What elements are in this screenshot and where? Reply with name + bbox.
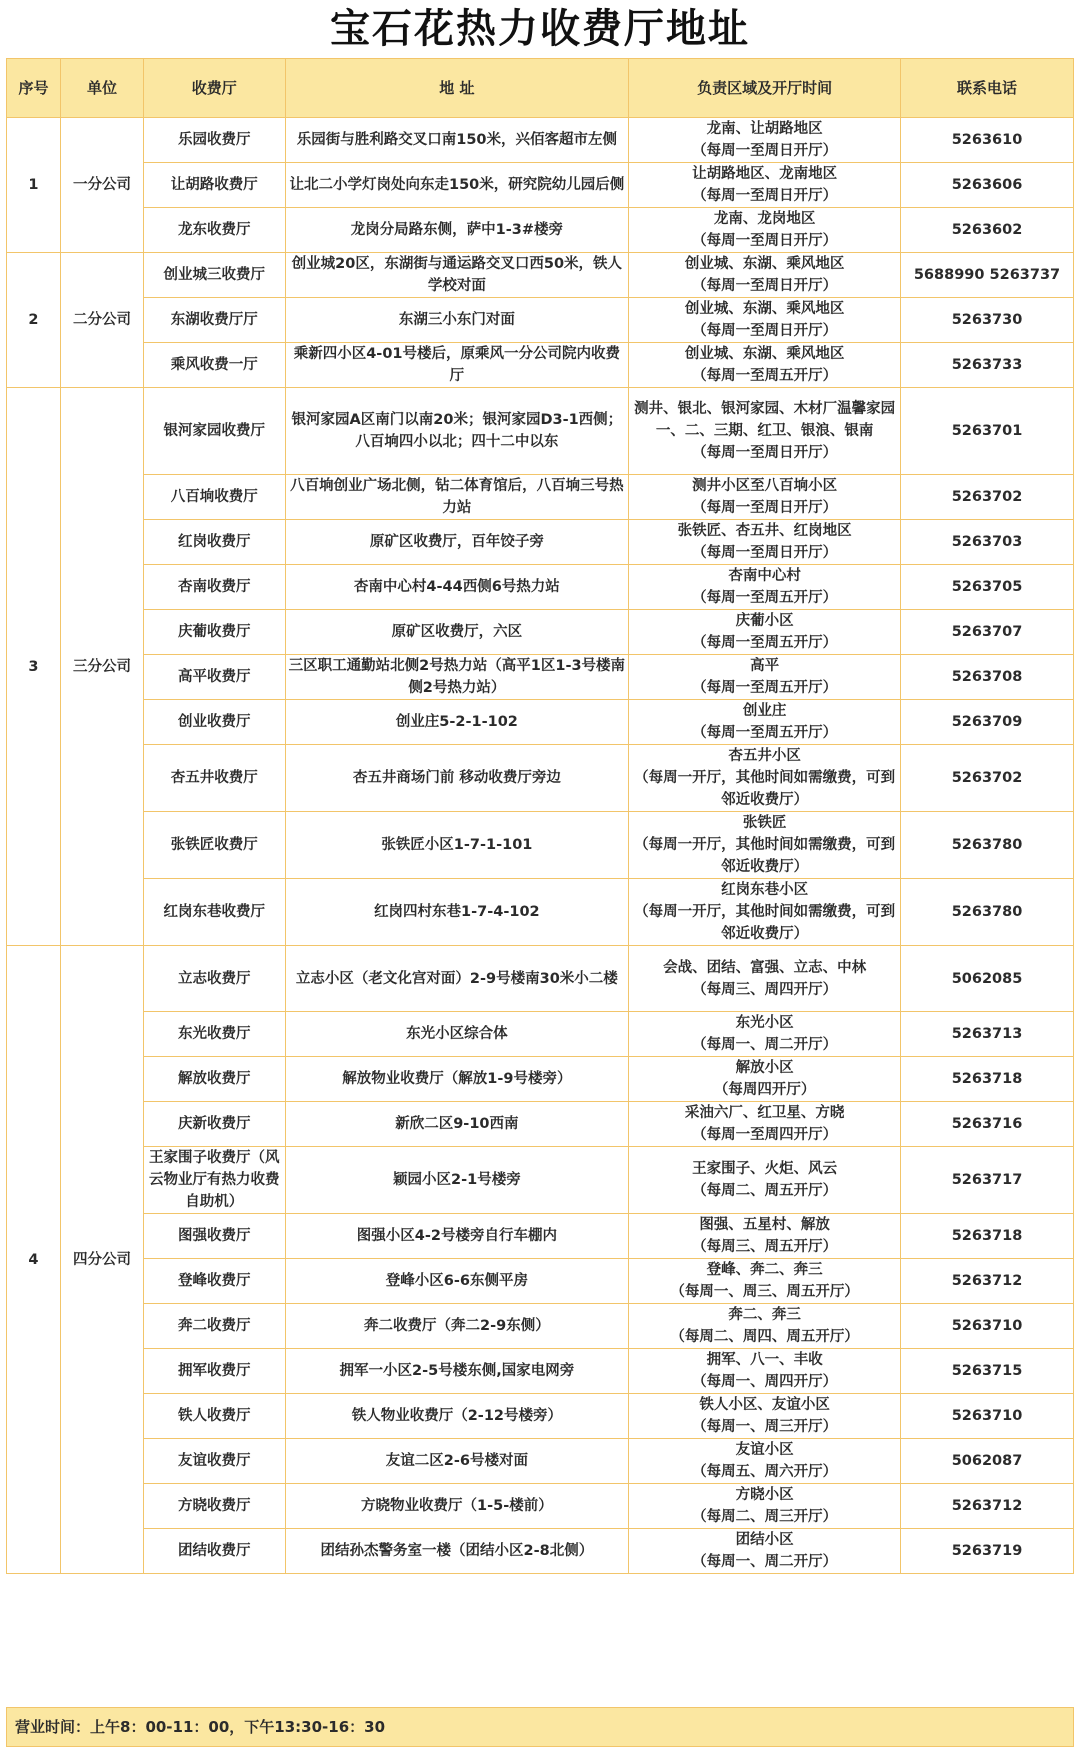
table-row [7,388,1074,475]
hall-open-time: （每周一至周日开厅） [692,500,838,516]
hall-phone: 5263710 [901,1394,1074,1439]
hall-open-time: （每周一至周日开厅） [692,143,838,159]
hall-open-time: （每周三、周五开厅） [692,1239,838,1255]
hall-area-time [629,388,901,475]
hall-name: 杏五井收费厅 [144,745,286,812]
table-row [7,745,1074,812]
hall-area: 龙南、让胡路地区 [706,121,823,137]
hall-area: 拥军、八一、丰收 [706,1352,823,1368]
hall-area: 创业城、东湖、乘风地区 [684,301,845,317]
hall-open-time: （每周一、周三开厅） [692,1419,838,1435]
table-row [7,655,1074,700]
hall-area: 杏五井小区 [728,748,801,764]
hall-name: 登峰收费厅 [144,1259,286,1304]
table-row [7,1259,1074,1304]
hall-area-time [629,1484,901,1529]
table-row [7,298,1074,343]
hall-phone: 5263730 [901,298,1074,343]
hall-name: 解放收费厅 [144,1057,286,1102]
hall-area: 龙南、龙岗地区 [713,211,816,227]
hall-address: 方晓物业收费厅（1-5-楼前） [285,1484,629,1529]
hall-area-time [629,1349,901,1394]
table-row [7,879,1074,946]
header-hall: 收费厅 [144,59,286,118]
hall-name: 银河家园收费厅 [144,388,286,475]
hall-address: 创业庄5-2-1-102 [285,700,629,745]
hall-name: 东光收费厅 [144,1012,286,1057]
hall-area-time [629,298,901,343]
hall-phone: 5263713 [901,1012,1074,1057]
hall-area-time [629,520,901,565]
hall-phone: 5263606 [901,163,1074,208]
hall-name: 乐园收费厅 [144,118,286,163]
hall-open-time: （每周一、周三、周五开厅） [670,1284,859,1300]
hall-name: 八百垧收费厅 [144,475,286,520]
hall-open-time: （每周一至周日开厅） [692,445,838,461]
hall-address: 原矿区收费厅，六区 [285,610,629,655]
page-title: 宝石花热力收费厅地址 [330,6,750,52]
group-number: 4 [7,946,61,1574]
hall-phone: 5263716 [901,1102,1074,1147]
group-unit: 一分公司 [60,118,143,253]
hall-open-time: （每周一至周日开厅） [692,545,838,561]
business-hours: 营业时间：上午8：00-11：00，下午13:30-16：30 [6,1707,1074,1747]
hall-area: 张铁匠 [742,815,787,831]
hall-address: 红岗四村东巷1-7-4-102 [285,879,629,946]
header-unit: 单位 [60,59,143,118]
hall-name: 龙东收费厅 [144,208,286,253]
hall-area: 采油六厂、红卫星、方晓 [684,1105,845,1121]
hall-area-time [629,1102,901,1147]
hall-area-time [629,812,901,879]
hall-name: 乘风收费一厅 [144,343,286,388]
hall-address: 立志小区（老文化宫对面）2-9号楼南30米小二楼 [285,946,629,1012]
hall-phone: 5263719 [901,1529,1074,1574]
hall-open-time: （每周二、周五开厅） [692,1183,838,1199]
hall-address: 杏南中心村4-44西侧6号热力站 [285,565,629,610]
hall-name: 团结收费厅 [144,1529,286,1574]
hall-open-time: （每周一、周二开厅） [692,1037,838,1053]
header-no: 序号 [7,59,61,118]
group-unit: 四分公司 [60,946,143,1574]
table-row [7,1304,1074,1349]
hall-area: 铁人小区、友谊小区 [699,1397,830,1413]
hall-area-time [629,565,901,610]
hall-area-time [629,745,901,812]
table-row [7,1394,1074,1439]
hall-address: 三区职工通勤站北侧2号热力站（高平1区1-3号楼南侧2号热力站） [285,655,629,700]
hall-area: 创业城、东湖、乘风地区 [684,346,845,362]
table-row [7,208,1074,253]
hall-area-time [629,208,901,253]
hall-open-time: （每周三、周四开厅） [692,981,838,998]
hall-phone: 5263710 [901,1304,1074,1349]
table-row [7,700,1074,745]
hall-name: 创业城三收费厅 [144,253,286,298]
hall-area: 测井、银北、银河家园、木材厂温馨家园一、二、三期、红卫、银浪、银南 [634,401,896,439]
table-body [7,118,1074,1574]
hall-open-time: （每周一至周日开厅） [692,188,838,204]
hall-address: 登峰小区6-6东侧平房 [285,1259,629,1304]
hall-area: 创业城、东湖、乘风地区 [684,256,845,272]
table-row [7,343,1074,388]
hall-name: 让胡路收费厅 [144,163,286,208]
hall-address: 图强小区4-2号楼旁自行车棚内 [285,1214,629,1259]
hall-address: 新欣二区9-10西南 [285,1102,629,1147]
hall-phone: 5263705 [901,565,1074,610]
hall-area: 红岗东巷小区 [721,882,809,898]
hall-name: 庆新收费厅 [144,1102,286,1147]
hall-area-time [629,1012,901,1057]
hall-address: 乘新四小区4-01号楼后，原乘风一分公司院内收费厅 [285,343,629,388]
hall-area-time [629,1439,901,1484]
table-header-row [7,59,1074,118]
hall-open-time: （每周一至周五开厅） [692,368,838,384]
hall-address: 东湖三小东门对面 [285,298,629,343]
hall-phone: 5263709 [901,700,1074,745]
hall-name: 铁人收费厅 [144,1394,286,1439]
hall-name: 红岗东巷收费厅 [144,879,286,946]
group-unit: 三分公司 [60,388,143,946]
hall-open-time: （每周一至周五开厅） [692,680,838,696]
hall-open-time: （每周一至周五开厅） [692,635,838,651]
hall-open-time: （每周一至周日开厅） [692,278,838,294]
hall-area-time [629,1529,901,1574]
hall-open-time: （每周一至周五开厅） [692,590,838,606]
hall-address: 铁人物业收费厅（2-12号楼旁） [285,1394,629,1439]
hall-area: 奔二、奔三 [728,1307,801,1323]
table-row [7,1349,1074,1394]
table-row [7,1439,1074,1484]
hall-phone: 5263702 [901,475,1074,520]
hall-phone: 5263717 [901,1147,1074,1214]
hall-area: 登峰、奔二、奔三 [706,1262,823,1278]
table-row [7,812,1074,879]
hall-name: 东湖收费厅厅 [144,298,286,343]
hall-area-time [629,946,901,1012]
table-row [7,1147,1074,1214]
hall-address: 张铁匠小区1-7-1-101 [285,812,629,879]
hall-open-time: （每周五、周六开厅） [692,1464,838,1480]
hall-open-time: （每周二、周三开厅） [692,1509,838,1525]
hall-open-time: （每周一开厅，其他时间如需缴费，可到邻近收费厅） [634,770,896,808]
table-row [7,610,1074,655]
hall-phone: 5688990 5263737 [901,253,1074,298]
hall-area-time [629,1304,901,1349]
hall-address: 八百垧创业广场北侧，钻二体育馆后，八百垧三号热力站 [285,475,629,520]
hall-address: 龙岗分局路东侧，萨中1-3#楼旁 [285,208,629,253]
hall-open-time: （每周四开厅） [713,1082,816,1098]
hall-name: 友谊收费厅 [144,1439,286,1484]
hall-name: 创业收费厅 [144,700,286,745]
hall-phone: 5263707 [901,610,1074,655]
group-number: 3 [7,388,61,946]
hall-phone: 5263718 [901,1057,1074,1102]
hall-address: 让北二小学灯岗处向东走150米，研究院幼儿园后侧 [285,163,629,208]
hall-area-time [629,1057,901,1102]
hall-area-time [629,610,901,655]
header-phone: 联系电话 [901,59,1074,118]
table-row [7,1214,1074,1259]
hall-name: 杏南收费厅 [144,565,286,610]
hall-name: 张铁匠收费厅 [144,812,286,879]
hall-area-time [629,253,901,298]
hall-open-time: （每周一、周四开厅） [692,1374,838,1390]
group-unit: 二分公司 [60,253,143,388]
hall-area: 东光小区 [735,1015,794,1031]
hall-area: 庆葡小区 [735,613,794,629]
hall-name: 方晓收费厅 [144,1484,286,1529]
hall-address: 奔二收费厅（奔二2-9东侧） [285,1304,629,1349]
hall-area: 让胡路地区、龙南地区 [692,166,838,182]
hall-open-time: （每周一至周五开厅） [692,725,838,741]
hall-address: 团结孙杰警务室一楼（团结小区2-8北侧） [285,1529,629,1574]
hall-name: 图强收费厅 [144,1214,286,1259]
hall-area-time [629,700,901,745]
hall-open-time: （每周一至周日开厅） [692,233,838,249]
table-row [7,1057,1074,1102]
hall-open-time: （每周一至周日开厅） [692,323,838,339]
hall-area: 创业庄 [742,703,787,719]
hall-address: 乐园街与胜利路交叉口南150米，兴佰客超市左侧 [285,118,629,163]
hall-address: 创业城20区，东湖街与通运路交叉口西50米，铁人学校对面 [285,253,629,298]
hall-address: 颖园小区2-1号楼旁 [285,1147,629,1214]
hall-phone: 5263718 [901,1214,1074,1259]
hall-phone: 5062087 [901,1439,1074,1484]
hall-name: 王家围子收费厅（风云物业厅有热力收费自助机） [144,1147,286,1214]
hall-phone: 5263780 [901,812,1074,879]
table-row [7,1484,1074,1529]
hall-phone: 5263703 [901,520,1074,565]
table-row [7,475,1074,520]
hall-area: 会战、团结、富强、立志、中林 [663,959,867,976]
hall-open-time: （每周一至周四开厅） [692,1127,838,1143]
table-row [7,565,1074,610]
hall-area: 测井小区至八百垧小区 [692,478,838,494]
table-row [7,946,1074,1012]
hall-address: 原矿区收费厅，百年饺子旁 [285,520,629,565]
group-number: 1 [7,118,61,253]
hall-open-time: （每周一开厅，其他时间如需缴费，可到邻近收费厅） [634,837,896,875]
hall-area: 团结小区 [735,1532,794,1548]
hall-area: 解放小区 [735,1060,794,1076]
hall-address: 东光小区综合体 [285,1012,629,1057]
hall-address: 友谊二区2-6号楼对面 [285,1439,629,1484]
hall-name: 红岗收费厅 [144,520,286,565]
table-row [7,520,1074,565]
hall-phone: 5263712 [901,1259,1074,1304]
hall-phone: 5263708 [901,655,1074,700]
table-row [7,1102,1074,1147]
hall-area: 王家围子、火炬、风云 [692,1161,838,1177]
hall-area-time [629,343,901,388]
table-row [7,1012,1074,1057]
hall-area: 杏南中心村 [728,568,801,584]
hall-address: 银河家园A区南门以南20米；银河家园D3-1西侧；八百垧四小以北；四十二中以东 [285,388,629,475]
hall-name: 奔二收费厅 [144,1304,286,1349]
hall-phone: 5263733 [901,343,1074,388]
table-row [7,163,1074,208]
table-row [7,253,1074,298]
hall-open-time: （每周一、周二开厅） [692,1554,838,1570]
hall-area-time [629,1394,901,1439]
hall-area-time [629,1147,901,1214]
hall-open-time: （每周二、周四、周五开厅） [670,1329,859,1345]
hall-phone: 5263702 [901,745,1074,812]
hall-area-time [629,475,901,520]
hall-phone: 5263610 [901,118,1074,163]
hall-phone: 5263602 [901,208,1074,253]
hall-address: 拥军一小区2-5号楼东侧,国家电网旁 [285,1349,629,1394]
hall-phone: 5263712 [901,1484,1074,1529]
hall-name: 高平收费厅 [144,655,286,700]
group-number: 2 [7,253,61,388]
hall-phone: 5263780 [901,879,1074,946]
hall-area-time [629,1259,901,1304]
hall-address: 解放物业收费厅（解放1-9号楼旁） [285,1057,629,1102]
hall-open-time: （每周一开厅，其他时间如需缴费，可到邻近收费厅） [634,904,896,942]
hall-name: 拥军收费厅 [144,1349,286,1394]
hall-area-time [629,1214,901,1259]
header-area-time: 负责区域及开厅时间 [629,59,901,118]
header-address: 地 址 [285,59,629,118]
hall-phone: 5062085 [901,946,1074,1012]
table-row [7,1529,1074,1574]
hall-area-time [629,118,901,163]
hall-area-time [629,655,901,700]
hall-area: 高平 [750,658,780,674]
hall-name: 庆葡收费厅 [144,610,286,655]
hall-name: 立志收费厅 [144,946,286,1012]
hall-phone: 5263701 [901,388,1074,475]
hall-area-time [629,879,901,946]
hall-phone: 5263715 [901,1349,1074,1394]
fee-hall-table [6,58,1074,1574]
table-row [7,118,1074,163]
hall-area: 张铁匠、杏五井、红岗地区 [677,523,852,539]
hall-address: 杏五井商场门前 移动收费厅旁边 [285,745,629,812]
hall-area: 友谊小区 [735,1442,794,1458]
hall-area: 方晓小区 [735,1487,794,1503]
hall-area: 图强、五星村、解放 [699,1217,830,1233]
hall-area-time [629,163,901,208]
